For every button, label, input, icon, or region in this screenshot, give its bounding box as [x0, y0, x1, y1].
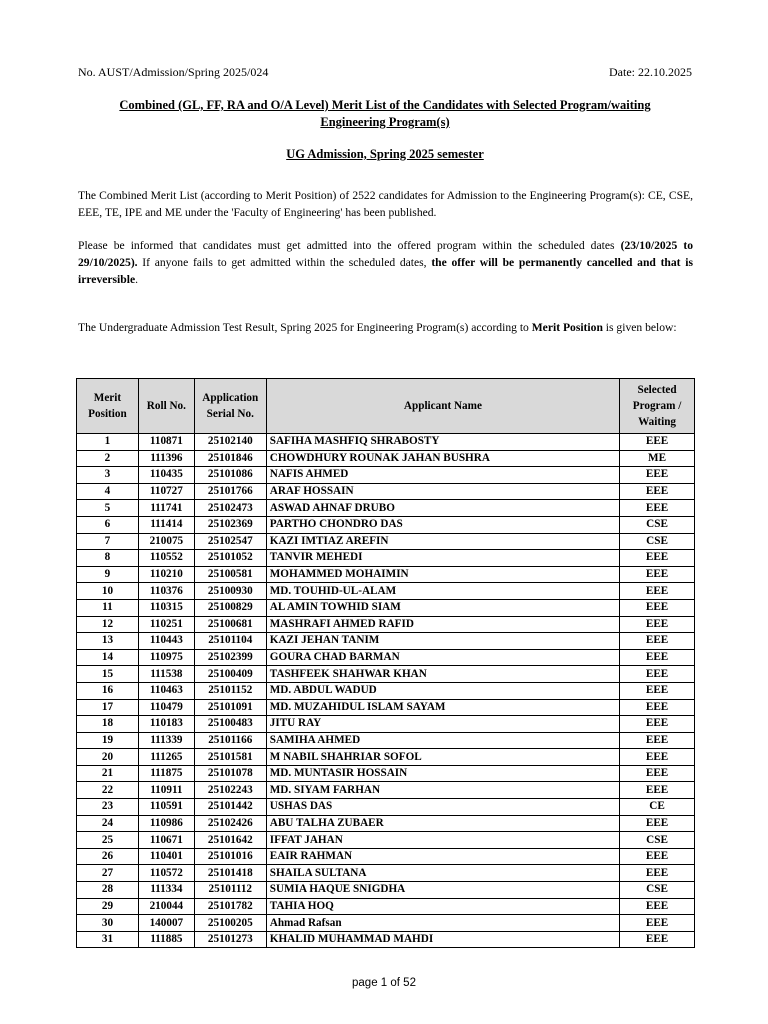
- application-serial-cell: 25101442: [194, 799, 266, 816]
- notice-text-a: Please be informed that candidates must get admitted into the offered program within the scheduled dates: [78, 239, 621, 252]
- header-applicant-name: Applicant Name: [266, 379, 619, 434]
- document-title: [70, 97, 700, 131]
- merit-position-cell: 2: [77, 450, 139, 467]
- roll-no-cell: 110401: [138, 848, 194, 865]
- merit-position-cell: 4: [77, 483, 139, 500]
- applicant-name-cell: ABU TALHA ZUBAER: [266, 815, 619, 832]
- roll-no-cell: 110871: [138, 434, 194, 451]
- selected-program-cell: EEE: [620, 898, 695, 915]
- table-row: [77, 500, 695, 517]
- applicant-name-cell: MOHAMMED MOHAIMIN: [266, 566, 619, 583]
- document-subtitle: UG Admission, Spring 2025 semester: [286, 147, 484, 161]
- roll-no-cell: 111339: [138, 732, 194, 749]
- application-serial-cell: 25101078: [194, 765, 266, 782]
- merit-position-cell: 26: [77, 848, 139, 865]
- roll-no-cell: 110591: [138, 799, 194, 816]
- application-serial-cell: 25101846: [194, 450, 266, 467]
- selected-program-cell: EEE: [620, 666, 695, 683]
- merit-position-cell: 29: [77, 898, 139, 915]
- applicant-name-cell: SAFIHA MASHFIQ SHRABOSTY: [266, 434, 619, 451]
- application-serial-cell: 25101642: [194, 832, 266, 849]
- application-serial-cell: 25102547: [194, 533, 266, 550]
- merit-position-cell: 14: [77, 649, 139, 666]
- applicant-name-cell: NAFIS AHMED: [266, 467, 619, 484]
- title-line-2: Engineering Program(s): [320, 115, 450, 129]
- application-serial-cell: 25101166: [194, 732, 266, 749]
- selected-program-cell: EEE: [620, 633, 695, 650]
- merit-position-cell: 9: [77, 566, 139, 583]
- roll-no-cell: 110443: [138, 633, 194, 650]
- table-row: [77, 599, 695, 616]
- roll-no-cell: 110435: [138, 467, 194, 484]
- merit-position-cell: 22: [77, 782, 139, 799]
- roll-no-cell: 110986: [138, 815, 194, 832]
- reference-number: No. AUST/Admission/Spring 2025/024: [78, 65, 269, 79]
- application-serial-cell: 25100483: [194, 716, 266, 733]
- applicant-name-cell: KAZI JEHAN TANIM: [266, 633, 619, 650]
- selected-program-cell: CSE: [620, 533, 695, 550]
- selected-program-cell: CSE: [620, 516, 695, 533]
- applicant-name-cell: KAZI IMTIAZ AREFIN: [266, 533, 619, 550]
- applicant-name-cell: PARTHO CHONDRO DAS: [266, 516, 619, 533]
- application-serial-cell: 25101581: [194, 749, 266, 766]
- table-row: [77, 915, 695, 932]
- roll-no-cell: 111334: [138, 882, 194, 899]
- applicant-name-cell: USHAS DAS: [266, 799, 619, 816]
- table-row: [77, 898, 695, 915]
- application-serial-cell: 25100930: [194, 583, 266, 600]
- application-serial-cell: 25102243: [194, 782, 266, 799]
- merit-position-cell: 30: [77, 915, 139, 932]
- intro-paragraph: The Combined Merit List (according to Merit Position) of 2522 candidates for Admission to the Engineering Program(s): CE, CSE, EEE, TE, IPE and ME under the 'Faculty of Engineering' has been published.: [78, 189, 693, 219]
- notice-paragraph: [78, 237, 693, 288]
- merit-position-cell: 3: [77, 467, 139, 484]
- table-row: [77, 649, 695, 666]
- merit-position-cell: 1: [77, 434, 139, 451]
- application-serial-cell: 25102426: [194, 815, 266, 832]
- roll-no-cell: 111414: [138, 516, 194, 533]
- table-row: [77, 699, 695, 716]
- table-row: [77, 467, 695, 484]
- application-serial-cell: 25101052: [194, 550, 266, 567]
- roll-no-cell: 110479: [138, 699, 194, 716]
- selected-program-cell: EEE: [620, 782, 695, 799]
- selected-program-cell: EEE: [620, 483, 695, 500]
- roll-no-cell: 110911: [138, 782, 194, 799]
- table-row: [77, 931, 695, 948]
- merit-position-cell: 31: [77, 931, 139, 948]
- table-row: [77, 765, 695, 782]
- table-row: [77, 716, 695, 733]
- applicant-name-cell: TASHFEEK SHAHWAR KHAN: [266, 666, 619, 683]
- applicant-name-cell: TANVIR MEHEDI: [266, 550, 619, 567]
- roll-no-cell: 210044: [138, 898, 194, 915]
- selected-program-cell: CSE: [620, 832, 695, 849]
- application-serial-cell: 25100409: [194, 666, 266, 683]
- applicant-name-cell: GOURA CHAD BARMAN: [266, 649, 619, 666]
- table-row: [77, 566, 695, 583]
- notice-text-e: .: [135, 273, 138, 286]
- merit-position-cell: 10: [77, 583, 139, 600]
- roll-no-cell: 210075: [138, 533, 194, 550]
- applicant-name-cell: IFFAT JAHAN: [266, 832, 619, 849]
- table-row: [77, 782, 695, 799]
- applicant-name-cell: MD. MUZAHIDUL ISLAM SAYAM: [266, 699, 619, 716]
- merit-position-cell: 8: [77, 550, 139, 567]
- roll-no-cell: 110251: [138, 616, 194, 633]
- roll-no-cell: 110183: [138, 716, 194, 733]
- roll-no-cell: 110210: [138, 566, 194, 583]
- applicant-name-cell: MD. MUNTASIR HOSSAIN: [266, 765, 619, 782]
- merit-position-cell: 25: [77, 832, 139, 849]
- roll-no-cell: 110376: [138, 583, 194, 600]
- application-serial-cell: 25100205: [194, 915, 266, 932]
- selected-program-cell: EEE: [620, 649, 695, 666]
- selected-program-cell: EEE: [620, 550, 695, 567]
- notice-warning: the offer will be permanently cancelled and that is irreversible: [78, 256, 693, 286]
- roll-no-cell: 111265: [138, 749, 194, 766]
- table-row: [77, 882, 695, 899]
- table-row: [77, 799, 695, 816]
- selected-program-cell: CSE: [620, 882, 695, 899]
- roll-no-cell: 111538: [138, 666, 194, 683]
- selected-program-cell: EEE: [620, 815, 695, 832]
- merit-position-cell: 21: [77, 765, 139, 782]
- roll-no-cell: 140007: [138, 915, 194, 932]
- merit-position-cell: 27: [77, 865, 139, 882]
- roll-no-cell: 111875: [138, 765, 194, 782]
- selected-program-cell: EEE: [620, 848, 695, 865]
- page-number: page 1 of 52: [352, 977, 416, 989]
- application-serial-cell: 25100681: [194, 616, 266, 633]
- applicant-name-cell: ASWAD AHNAF DRUBO: [266, 500, 619, 517]
- roll-no-cell: 110727: [138, 483, 194, 500]
- application-serial-cell: 25101152: [194, 682, 266, 699]
- merit-position-cell: 5: [77, 500, 139, 517]
- merit-position-cell: 24: [77, 815, 139, 832]
- roll-no-cell: 111885: [138, 931, 194, 948]
- selected-program-cell: EEE: [620, 765, 695, 782]
- table-row: [77, 682, 695, 699]
- result-intro-a: The Undergraduate Admission Test Result, Spring 2025 for Engineering Program(s) according to: [78, 321, 532, 334]
- selected-program-cell: EEE: [620, 566, 695, 583]
- merit-position-cell: 20: [77, 749, 139, 766]
- roll-no-cell: 110671: [138, 832, 194, 849]
- selected-program-cell: EEE: [620, 732, 695, 749]
- selected-program-cell: EEE: [620, 915, 695, 932]
- merit-position-cell: 6: [77, 516, 139, 533]
- applicant-name-cell: M NABIL SHAHRIAR SOFOL: [266, 749, 619, 766]
- applicant-name-cell: SUMIA HAQUE SNIGDHA: [266, 882, 619, 899]
- document-date: Date: 22.10.2025: [609, 65, 692, 79]
- table-row: [77, 616, 695, 633]
- applicant-name-cell: MD. ABDUL WADUD: [266, 682, 619, 699]
- applicant-name-cell: JITU RAY: [266, 716, 619, 733]
- roll-no-cell: 110572: [138, 865, 194, 882]
- application-serial-cell: 25101418: [194, 865, 266, 882]
- applicant-name-cell: ARAF HOSSAIN: [266, 483, 619, 500]
- roll-no-cell: 110552: [138, 550, 194, 567]
- notice-dates: (23/10/2025 to 29/10/2025).: [78, 239, 694, 269]
- table-row: [77, 450, 695, 467]
- application-serial-cell: 25101766: [194, 483, 266, 500]
- table-row: [77, 434, 695, 451]
- selected-program-cell: EEE: [620, 599, 695, 616]
- merit-position-cell: 15: [77, 666, 139, 683]
- applicant-name-cell: SHAILA SULTANA: [266, 865, 619, 882]
- selected-program-cell: EEE: [620, 865, 695, 882]
- selected-program-cell: EEE: [620, 500, 695, 517]
- application-serial-cell: 25102473: [194, 500, 266, 517]
- result-intro-c: is given below:: [602, 321, 677, 334]
- table-header-row: [77, 379, 695, 434]
- application-serial-cell: 25102140: [194, 434, 266, 451]
- selected-program-cell: EEE: [620, 699, 695, 716]
- application-serial-cell: 25101104: [194, 633, 266, 650]
- table-body: [77, 434, 695, 948]
- applicant-name-cell: EAIR RAHMAN: [266, 848, 619, 865]
- table-row: [77, 583, 695, 600]
- application-serial-cell: 25101016: [194, 848, 266, 865]
- application-serial-cell: 25100581: [194, 566, 266, 583]
- applicant-name-cell: AL AMIN TOWHID SIAM: [266, 599, 619, 616]
- applicant-name-cell: Ahmad Rafsan: [266, 915, 619, 932]
- table-row: [77, 483, 695, 500]
- table-row: [77, 815, 695, 832]
- selected-program-cell: EEE: [620, 434, 695, 451]
- header-merit-position: Merit Position: [77, 379, 139, 434]
- notice-text-c: If anyone fails to get admitted within the scheduled dates,: [137, 256, 432, 269]
- merit-position-cell: 18: [77, 716, 139, 733]
- merit-position-cell: 23: [77, 799, 139, 816]
- merit-position-cell: 28: [77, 882, 139, 899]
- application-serial-cell: 25101086: [194, 467, 266, 484]
- applicant-name-cell: CHOWDHURY ROUNAK JAHAN BUSHRA: [266, 450, 619, 467]
- table-row: [77, 848, 695, 865]
- title-line-1: Combined (GL, FF, RA and O/A Level) Merit List of the Candidates with Selected Program/waiting: [119, 98, 651, 112]
- applicant-name-cell: MD. SIYAM FARHAN: [266, 782, 619, 799]
- selected-program-cell: EEE: [620, 716, 695, 733]
- table-row: [77, 666, 695, 683]
- selected-program-cell: EEE: [620, 749, 695, 766]
- selected-program-cell: ME: [620, 450, 695, 467]
- merit-position-cell: 13: [77, 633, 139, 650]
- selected-program-cell: EEE: [620, 467, 695, 484]
- applicant-name-cell: KHALID MUHAMMAD MAHDI: [266, 931, 619, 948]
- roll-no-cell: 110463: [138, 682, 194, 699]
- applicant-name-cell: MD. TOUHID-UL-ALAM: [266, 583, 619, 600]
- table-row: [77, 749, 695, 766]
- header-roll-no: Roll No.: [138, 379, 194, 434]
- merit-position-cell: 16: [77, 682, 139, 699]
- merit-position-cell: 11: [77, 599, 139, 616]
- table-row: [77, 732, 695, 749]
- result-intro-paragraph: [78, 319, 693, 336]
- header-selected-program: Selected Program / Waiting: [620, 379, 695, 434]
- selected-program-cell: EEE: [620, 931, 695, 948]
- application-serial-cell: 25101112: [194, 882, 266, 899]
- header-application-serial: Application Serial No.: [194, 379, 266, 434]
- table-row: [77, 633, 695, 650]
- merit-position-cell: 7: [77, 533, 139, 550]
- roll-no-cell: 110315: [138, 599, 194, 616]
- selected-program-cell: EEE: [620, 682, 695, 699]
- merit-position-cell: 12: [77, 616, 139, 633]
- table-row: [77, 516, 695, 533]
- roll-no-cell: 111396: [138, 450, 194, 467]
- application-serial-cell: 25102369: [194, 516, 266, 533]
- table-row: [77, 533, 695, 550]
- table-row: [77, 865, 695, 882]
- application-serial-cell: 25101273: [194, 931, 266, 948]
- applicant-name-cell: MASHRAFI AHMED RAFID: [266, 616, 619, 633]
- application-serial-cell: 25101782: [194, 898, 266, 915]
- application-serial-cell: 25101091: [194, 699, 266, 716]
- selected-program-cell: CE: [620, 799, 695, 816]
- selected-program-cell: EEE: [620, 616, 695, 633]
- roll-no-cell: 111741: [138, 500, 194, 517]
- selected-program-cell: EEE: [620, 583, 695, 600]
- applicant-name-cell: TAHIA HOQ: [266, 898, 619, 915]
- application-serial-cell: 25102399: [194, 649, 266, 666]
- application-serial-cell: 25100829: [194, 599, 266, 616]
- merit-position-cell: 17: [77, 699, 139, 716]
- merit-position-cell: 19: [77, 732, 139, 749]
- result-intro-bold: Merit Position: [531, 321, 603, 334]
- roll-no-cell: 110975: [138, 649, 194, 666]
- table-row: [77, 832, 695, 849]
- merit-list-table: [76, 378, 695, 948]
- applicant-name-cell: SAMIHA AHMED: [266, 732, 619, 749]
- table-row: [77, 550, 695, 567]
